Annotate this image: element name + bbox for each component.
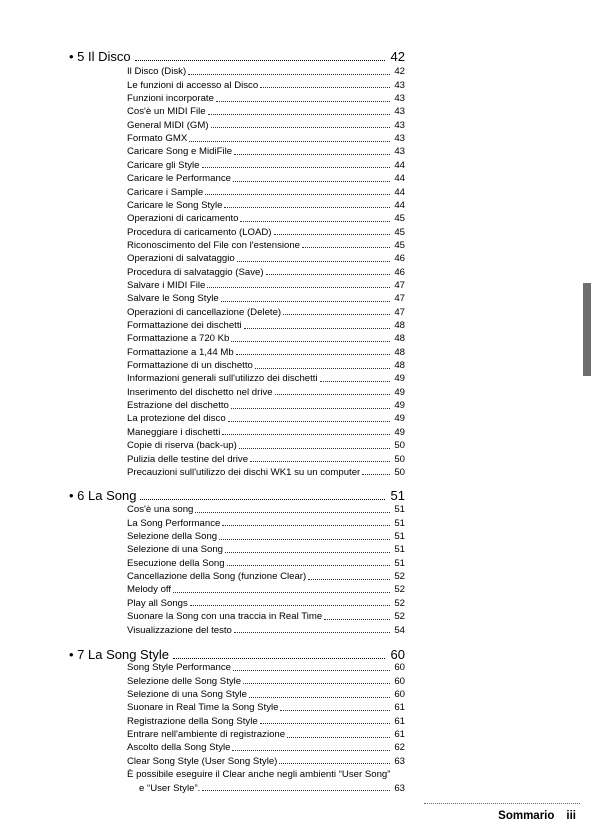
toc-item [127, 398, 405, 411]
toc-item-page-number: 51 [394, 517, 405, 529]
dot-leader [287, 737, 390, 738]
toc-item [127, 91, 405, 104]
toc-item [127, 515, 405, 528]
chapter-page-number: 60 [390, 647, 405, 662]
toc-item-page-number: 61 [394, 702, 405, 714]
toc-item-page-number: 54 [394, 624, 405, 636]
toc-item [127, 502, 405, 515]
toc-item-label: Cancellazione della Song (funzione Clear) [127, 571, 307, 583]
toc-item [127, 465, 405, 478]
dot-leader [219, 539, 390, 540]
toc-item-label: Formattazione di un dischetto [127, 360, 253, 372]
toc-item [127, 384, 405, 397]
toc-item-page-number: 49 [394, 373, 405, 385]
dot-leader [234, 632, 390, 633]
dot-leader [260, 87, 390, 88]
toc-item-page-number: 51 [394, 531, 405, 543]
dot-leader [308, 579, 390, 580]
chapter-title: • 6 La Song [69, 488, 137, 503]
toc-item [127, 687, 405, 700]
toc-item-label: Estrazione del dischetto [127, 400, 229, 412]
toc-item-page-number: 48 [394, 360, 405, 372]
toc-item [127, 358, 405, 371]
toc-item [127, 184, 405, 197]
dot-leader [260, 723, 391, 724]
dot-leader [240, 221, 390, 222]
toc-item-label: Formato GMX [127, 133, 188, 145]
dot-leader [237, 261, 391, 262]
toc-item-label: Song Style Performance [127, 662, 231, 674]
toc-item-page-number: 47 [394, 279, 405, 291]
toc-item-label: Selezione di una Song [127, 544, 224, 556]
toc-item-label: La Song Performance [127, 517, 221, 529]
toc-item [127, 660, 405, 673]
toc-item-label: Visualizzazione del testo [127, 624, 232, 636]
toc-item [127, 157, 405, 170]
toc-item-label: General MIDI (GM) [127, 119, 209, 131]
toc-item [127, 555, 405, 568]
toc-item-page-number: 51 [394, 544, 405, 556]
toc-item-page-number: 61 [394, 715, 405, 727]
dot-leader [250, 461, 390, 462]
dot-leader [274, 234, 391, 235]
toc-item [127, 411, 405, 424]
dot-leader [302, 247, 390, 248]
dot-leader [320, 381, 391, 382]
dot-leader [362, 474, 390, 475]
dot-leader [324, 619, 390, 620]
footer-section-title: Sommario [498, 810, 555, 822]
toc-item [127, 753, 405, 766]
toc-item [127, 291, 405, 304]
toc-item-label: Formattazione a 720 Kb [127, 333, 230, 345]
toc-item-page-number: 43 [394, 146, 405, 158]
toc-item [127, 451, 405, 464]
chapter-title: • 5 Il Disco [69, 49, 131, 64]
side-tab-marker [583, 283, 591, 376]
dot-leader [222, 434, 390, 435]
dot-leader [221, 301, 391, 302]
dot-leader [244, 328, 391, 329]
toc-item-label: Informazioni generali sull'utilizzo dei dischetti [127, 373, 318, 385]
dot-leader [239, 448, 390, 449]
dot-leader [280, 710, 390, 711]
chapter-entry [69, 484, 405, 504]
toc-item-page-number: 46 [394, 266, 405, 278]
toc-item-page-number: 44 [394, 159, 405, 171]
dot-leader [207, 287, 390, 288]
toc-item [127, 740, 405, 753]
toc-item-label: Clear Song Style (User Song Style) [127, 755, 278, 767]
toc-item [127, 77, 405, 90]
toc-item [127, 331, 405, 344]
toc-item-page-number: 60 [394, 662, 405, 674]
toc-item-page-number: 43 [394, 106, 405, 118]
toc-item-page-number: 43 [394, 133, 405, 145]
toc-item-label: Cos'è una song [127, 504, 194, 516]
toc-item [127, 318, 405, 331]
toc-item-page-number: 52 [394, 571, 405, 583]
dot-leader [275, 394, 391, 395]
dot-leader [224, 207, 390, 208]
toc-item [127, 211, 405, 224]
dot-leader [225, 552, 390, 553]
dot-leader [173, 658, 385, 659]
page-footer [400, 810, 576, 822]
toc-item [127, 582, 405, 595]
toc-item-page-number: 63 [394, 755, 405, 767]
toc-item-label: Maneggiare i dischetti [127, 426, 221, 438]
toc-item-page-number: 49 [394, 426, 405, 438]
dot-leader [195, 512, 390, 513]
toc-item [139, 780, 405, 793]
toc-item-label: Melody off [127, 584, 172, 596]
dot-leader [189, 141, 390, 142]
dot-leader [173, 592, 390, 593]
toc-item [127, 595, 405, 608]
toc-item-label: Selezione delle Song Style [127, 675, 242, 687]
toc-item-label: Procedura di caricamento (LOAD) [127, 226, 272, 238]
dot-leader [188, 74, 390, 75]
toc-item-page-number: 43 [394, 119, 405, 131]
toc-item-page-number: 44 [394, 199, 405, 211]
dot-leader [231, 408, 390, 409]
toc-item-label: Esecuzione della Song [127, 557, 225, 569]
chapter-page-number: 42 [390, 49, 405, 64]
toc-item-label: Caricare le Performance [127, 173, 231, 185]
dot-leader [233, 181, 390, 182]
dot-leader [228, 421, 391, 422]
toc-item-page-number: 46 [394, 253, 405, 265]
toc-item-label: Formattazione dei dischetti [127, 320, 242, 332]
toc-item-label: Formattazione a 1,44 Mb [127, 346, 234, 358]
toc-item [127, 251, 405, 264]
toc-item-page-number: 50 [394, 440, 405, 452]
dot-leader [222, 525, 390, 526]
dot-leader [211, 127, 391, 128]
toc-item-label: Funzioni incorporate [127, 93, 214, 105]
toc-item-page-number: 48 [394, 333, 405, 345]
toc-item [127, 304, 405, 317]
toc-item-page-number: 51 [394, 557, 405, 569]
toc-item [127, 371, 405, 384]
toc-item-label: Operazioni di salvataggio [127, 253, 235, 265]
toc-item-label: Il Disco (Disk) [127, 66, 187, 78]
toc-item [127, 278, 405, 291]
dot-leader [202, 790, 390, 791]
toc-item [127, 344, 405, 357]
toc-item-page-number: 45 [394, 226, 405, 238]
toc-item-page-number: 48 [394, 346, 405, 358]
dot-leader [140, 499, 384, 500]
toc-item [127, 144, 405, 157]
toc-item [127, 727, 405, 740]
toc-item-page-number: 61 [394, 729, 405, 741]
toc-item-page-number: 51 [394, 504, 405, 516]
toc-item-page-number: 45 [394, 213, 405, 225]
chapter-page-number: 51 [390, 488, 405, 503]
toc-item-label: Pulizia delle testine del drive [127, 453, 249, 465]
toc-item [127, 424, 405, 437]
dot-leader [231, 341, 390, 342]
dot-leader [190, 605, 391, 606]
dot-leader [205, 194, 390, 195]
dot-leader [216, 101, 390, 102]
dot-leader [233, 670, 390, 671]
toc-item-label: Operazioni di cancellazione (Delete) [127, 306, 282, 318]
toc-item-page-number: 42 [394, 66, 405, 78]
toc-item-label: Precauzioni sull'utilizzo dei dischi WK1 su un computer [127, 466, 361, 478]
toc-item-page-number: 43 [394, 79, 405, 91]
toc-item-page-number: 43 [394, 93, 405, 105]
toc-item-page-number: 45 [394, 239, 405, 251]
footer-page-number: iii [566, 810, 576, 822]
dot-leader [243, 683, 390, 684]
toc-item-label: Caricare Song e MidiFile [127, 146, 233, 158]
toc-item-label: È possibile eseguire il Clear anche negli ambienti “User Song” [127, 769, 391, 781]
toc-item-page-number: 47 [394, 293, 405, 305]
toc-item [127, 238, 405, 251]
toc-item [127, 224, 405, 237]
toc-item-label: Caricare le Song Style [127, 199, 223, 211]
toc-item-page-number: 49 [394, 386, 405, 398]
toc-item-page-number: 44 [394, 186, 405, 198]
dot-leader [255, 368, 390, 369]
toc-item [127, 438, 405, 451]
toc-item [127, 622, 405, 635]
toc-item-label: Selezione di una Song Style [127, 689, 248, 701]
toc-item [127, 569, 405, 582]
toc-item-label: Operazioni di caricamento [127, 213, 239, 225]
dot-leader [232, 750, 390, 751]
toc-item-label: La protezione del disco [127, 413, 226, 425]
toc-item [127, 64, 405, 77]
toc-item [127, 264, 405, 277]
toc-item-label: Caricare gli Style [127, 159, 200, 171]
dot-leader [208, 114, 391, 115]
toc-item-label: Suonare la Song con una traccia in Real Time [127, 611, 323, 623]
dot-leader [234, 154, 390, 155]
toc-item [127, 529, 405, 542]
dot-leader [283, 314, 390, 315]
toc-item-label: Play all Songs [127, 597, 188, 609]
toc-item-page-number: 48 [394, 320, 405, 332]
toc-item [127, 117, 405, 130]
toc-item [127, 767, 405, 780]
dot-leader [202, 167, 391, 168]
toc-item-page-number: 63 [394, 782, 405, 794]
toc-item-page-number: 60 [394, 689, 405, 701]
toc-item [127, 104, 405, 117]
toc-item-label: Cos'è un MIDI File [127, 106, 206, 118]
toc-item-page-number: 44 [394, 173, 405, 185]
dot-leader [266, 274, 391, 275]
toc-item-label: Selezione della Song [127, 531, 218, 543]
toc-item-page-number: 49 [394, 400, 405, 412]
toc-item-page-number: 50 [394, 466, 405, 478]
dot-leader [249, 697, 390, 698]
toc-item-label: e “User Style”. [139, 782, 201, 794]
toc-item-label: Caricare i Sample [127, 186, 204, 198]
toc-item [127, 542, 405, 555]
toc-item-label: Le funzioni di accesso al Disco [127, 79, 259, 91]
toc-item-page-number: 62 [394, 742, 405, 754]
chapter-entry [69, 45, 405, 65]
toc-item-page-number: 52 [394, 584, 405, 596]
toc-item [127, 713, 405, 726]
dot-leader [236, 354, 391, 355]
toc-item-label: Registrazione della Song Style [127, 715, 258, 727]
toc-item-label: Salvare i MIDI File [127, 279, 206, 291]
toc-item-label: Copie di riserva (back-up) [127, 440, 237, 452]
toc-item-label: Inserimento del dischetto nel drive [127, 386, 273, 398]
chapter-title: • 7 La Song Style [69, 647, 169, 662]
toc-item [127, 198, 405, 211]
toc-item-page-number: 52 [394, 611, 405, 623]
toc-item-label: Ascolto della Song Style [127, 742, 231, 754]
toc-item-page-number: 52 [394, 597, 405, 609]
footer-dot-rule [424, 803, 580, 804]
toc-item [127, 171, 405, 184]
toc-item-page-number: 49 [394, 413, 405, 425]
toc-item-label: Entrare nell'ambiente di registrazione [127, 729, 286, 741]
toc-item [127, 673, 405, 686]
dot-leader [279, 763, 390, 764]
toc-item-page-number: 50 [394, 453, 405, 465]
toc-item [127, 609, 405, 622]
dot-leader [227, 565, 391, 566]
toc-item-label: Riconoscimento del File con l'estensione [127, 239, 301, 251]
toc-item-label: Procedura di salvataggio (Save) [127, 266, 264, 278]
toc-item-page-number: 60 [394, 675, 405, 687]
toc-item-page-number: 47 [394, 306, 405, 318]
toc-item [127, 131, 405, 144]
toc-item-label: Suonare in Real Time la Song Style [127, 702, 279, 714]
toc-item-label: Salvare le Song Style [127, 293, 219, 305]
toc-item [127, 700, 405, 713]
dot-leader [135, 60, 385, 61]
